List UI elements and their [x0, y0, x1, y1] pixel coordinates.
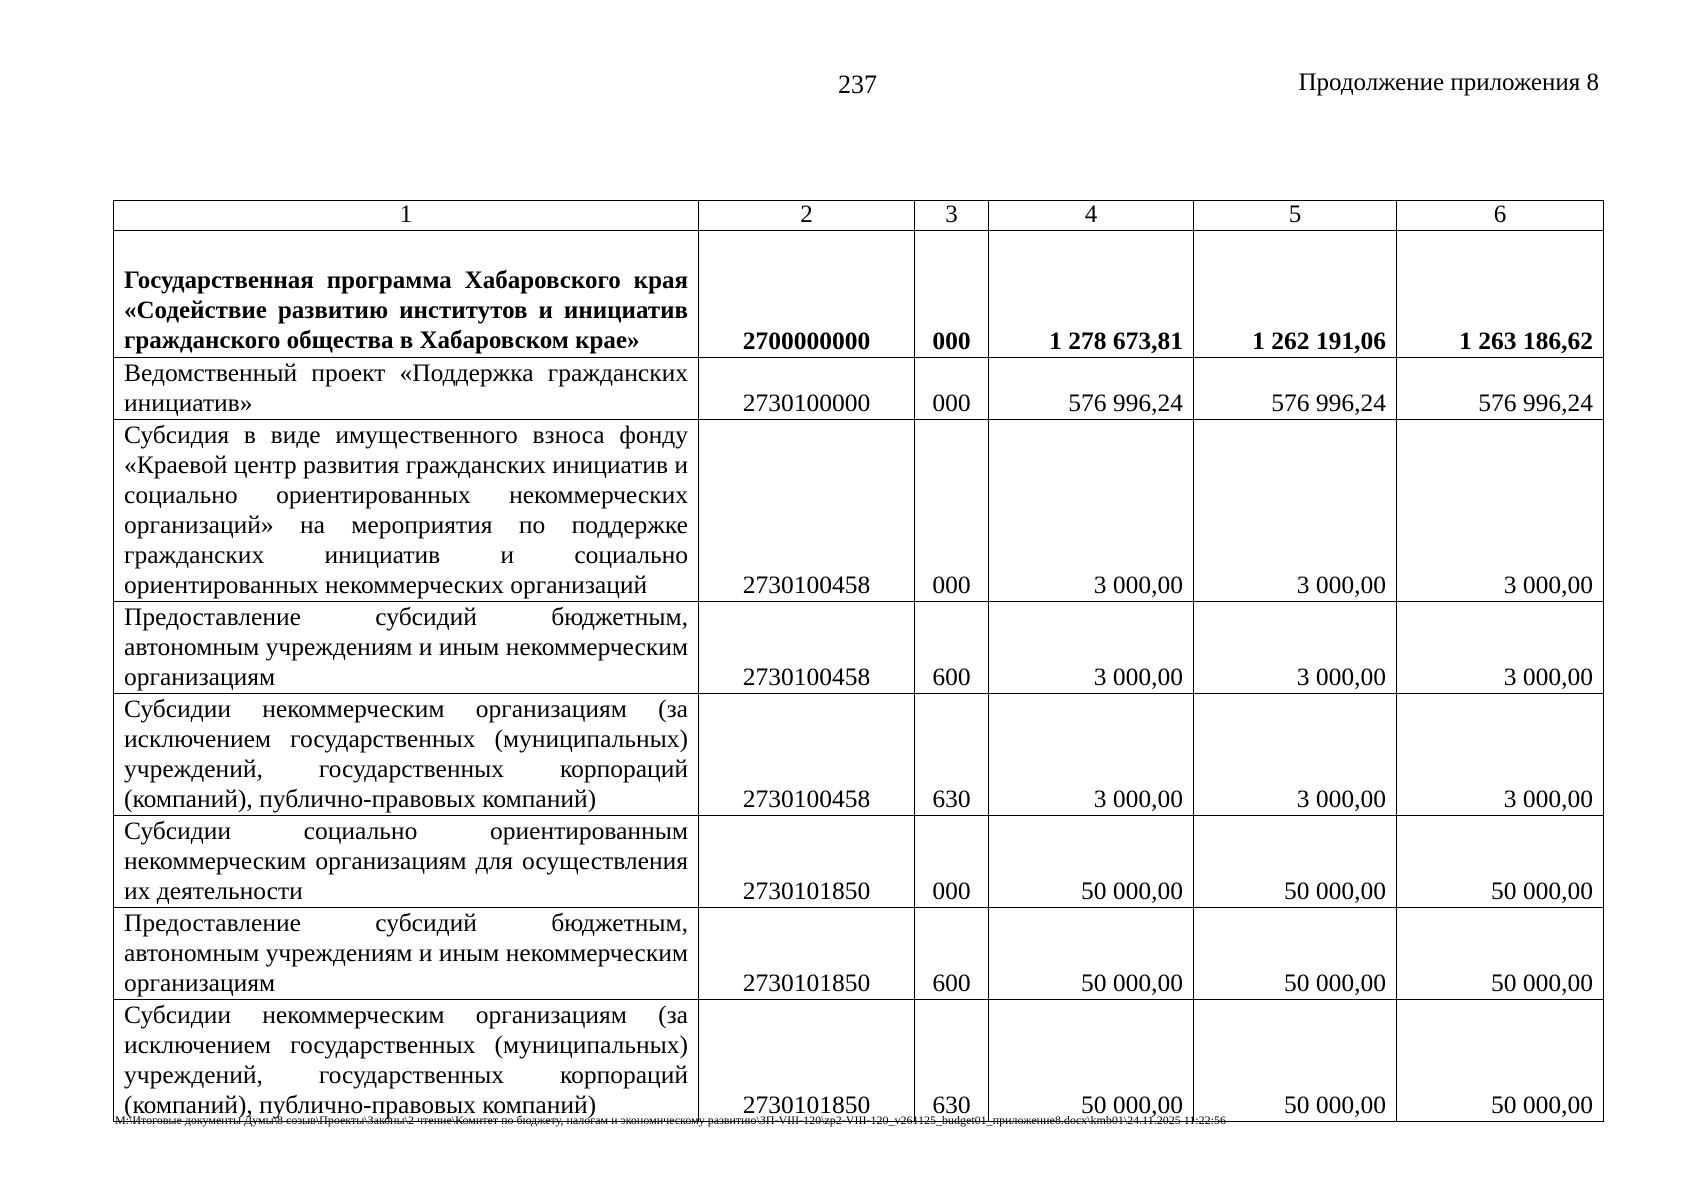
row-amount-5: 3 000,00: [1194, 602, 1397, 694]
row-amount-5: 3 000,00: [1194, 420, 1397, 602]
row-amount-4: 3 000,00: [989, 694, 1194, 816]
row-kind: 000: [915, 420, 989, 602]
row-amount-5: 50 000,00: [1194, 908, 1397, 1000]
row-amount-6: 3 000,00: [1397, 602, 1604, 694]
table-header-row: [114, 201, 1604, 231]
row-kind: 600: [915, 602, 989, 694]
row-amount-4: 50 000,00: [989, 816, 1194, 908]
row-kind: 630: [915, 694, 989, 816]
table-row: [114, 908, 1604, 1000]
row-amount-4: 1 278 673,81: [989, 231, 1194, 358]
budget-table: [113, 200, 1604, 1122]
row-amount-4: 3 000,00: [989, 420, 1194, 602]
row-description: Предоставление субсидий бюджетным, автономным учреждениям и иным некоммерческим организациям: [114, 602, 699, 694]
row-code: 2730101850: [699, 1000, 915, 1122]
row-amount-6: 50 000,00: [1397, 908, 1604, 1000]
row-description: Субсидии социально ориентированным некоммерческим организациям для осуществления их деятельности: [114, 816, 699, 908]
row-code: 2730101850: [699, 908, 915, 1000]
row-amount-4: 576 996,24: [989, 358, 1194, 420]
row-description: Ведомственный проект «Поддержка гражданских инициатив»: [114, 358, 699, 420]
row-amount-5: 50 000,00: [1194, 1000, 1397, 1122]
row-description: Предоставление субсидий бюджетным, автономным учреждениям и иным некоммерческим организациям: [114, 908, 699, 1000]
row-kind: 630: [915, 1000, 989, 1122]
row-description: Субсидия в виде имущественного взноса фонду «Краевой центр развития гражданских инициатив и социально ориентированных некоммерческих организаций» на мероприятия по поддержке гражданских инициатив и социально ориентированных некоммерческих организаций: [114, 420, 699, 602]
row-amount-5: 576 996,24: [1194, 358, 1397, 420]
column-header: 3: [915, 201, 989, 231]
row-amount-4: 3 000,00: [989, 602, 1194, 694]
row-code: 2730100458: [699, 420, 915, 602]
table-row: [114, 420, 1604, 602]
row-amount-6: 50 000,00: [1397, 816, 1604, 908]
row-amount-6: 3 000,00: [1397, 694, 1604, 816]
table-row: [114, 231, 1604, 358]
row-kind: 000: [915, 231, 989, 358]
row-code: 2700000000: [699, 231, 915, 358]
row-code: 2730101850: [699, 816, 915, 908]
document-file-path: M:\Итоговые документы Думы\8 созыв\Проекты\Законы\2 чтение\Комитет по бюджету, налогам и экономическому развитию\ЗП-VIII-120\zp2-VIII-120_v261125_budget01_приложение8.docx\kmb01\24.11.2025 11:22:56: [115, 1113, 1226, 1127]
row-amount-4: 50 000,00: [989, 908, 1194, 1000]
appendix-continuation-label: Продолжение приложения 8: [1298, 69, 1599, 96]
row-description: Субсидии некоммерческим организациям (за исключением государственных (муниципальных) учреждений, государственных корпораций (компаний), публично-правовых компаний): [114, 1000, 699, 1122]
row-amount-5: 3 000,00: [1194, 694, 1397, 816]
row-code: 2730100458: [699, 694, 915, 816]
row-amount-6: 1 263 186,62: [1397, 231, 1604, 358]
column-header: 5: [1194, 201, 1397, 231]
row-amount-6: 576 996,24: [1397, 358, 1604, 420]
row-kind: 600: [915, 908, 989, 1000]
column-header: 2: [699, 201, 915, 231]
row-amount-6: 50 000,00: [1397, 1000, 1604, 1122]
table-row: [114, 1000, 1604, 1122]
row-amount-5: 50 000,00: [1194, 816, 1397, 908]
column-header: 6: [1397, 201, 1604, 231]
column-header: 1: [114, 201, 699, 231]
column-header: 4: [989, 201, 1194, 231]
row-kind: 000: [915, 358, 989, 420]
row-description: Субсидии некоммерческим организациям (за исключением государственных (муниципальных) учреждений, государственных корпораций (компаний), публично-правовых компаний): [114, 694, 699, 816]
table-row: [114, 358, 1604, 420]
row-code: 2730100458: [699, 602, 915, 694]
row-description: Государственная программа Хабаровского края «Содействие развитию институтов и инициатив гражданского общества в Хабаровском крае»: [114, 231, 699, 358]
row-amount-4: 50 000,00: [989, 1000, 1194, 1122]
table-row: [114, 816, 1604, 908]
row-code: 2730100000: [699, 358, 915, 420]
page-number: 237: [838, 70, 877, 99]
table-row: [114, 602, 1604, 694]
row-kind: 000: [915, 816, 989, 908]
table-row: [114, 694, 1604, 816]
row-amount-5: 1 262 191,06: [1194, 231, 1397, 358]
row-amount-6: 3 000,00: [1397, 420, 1604, 602]
